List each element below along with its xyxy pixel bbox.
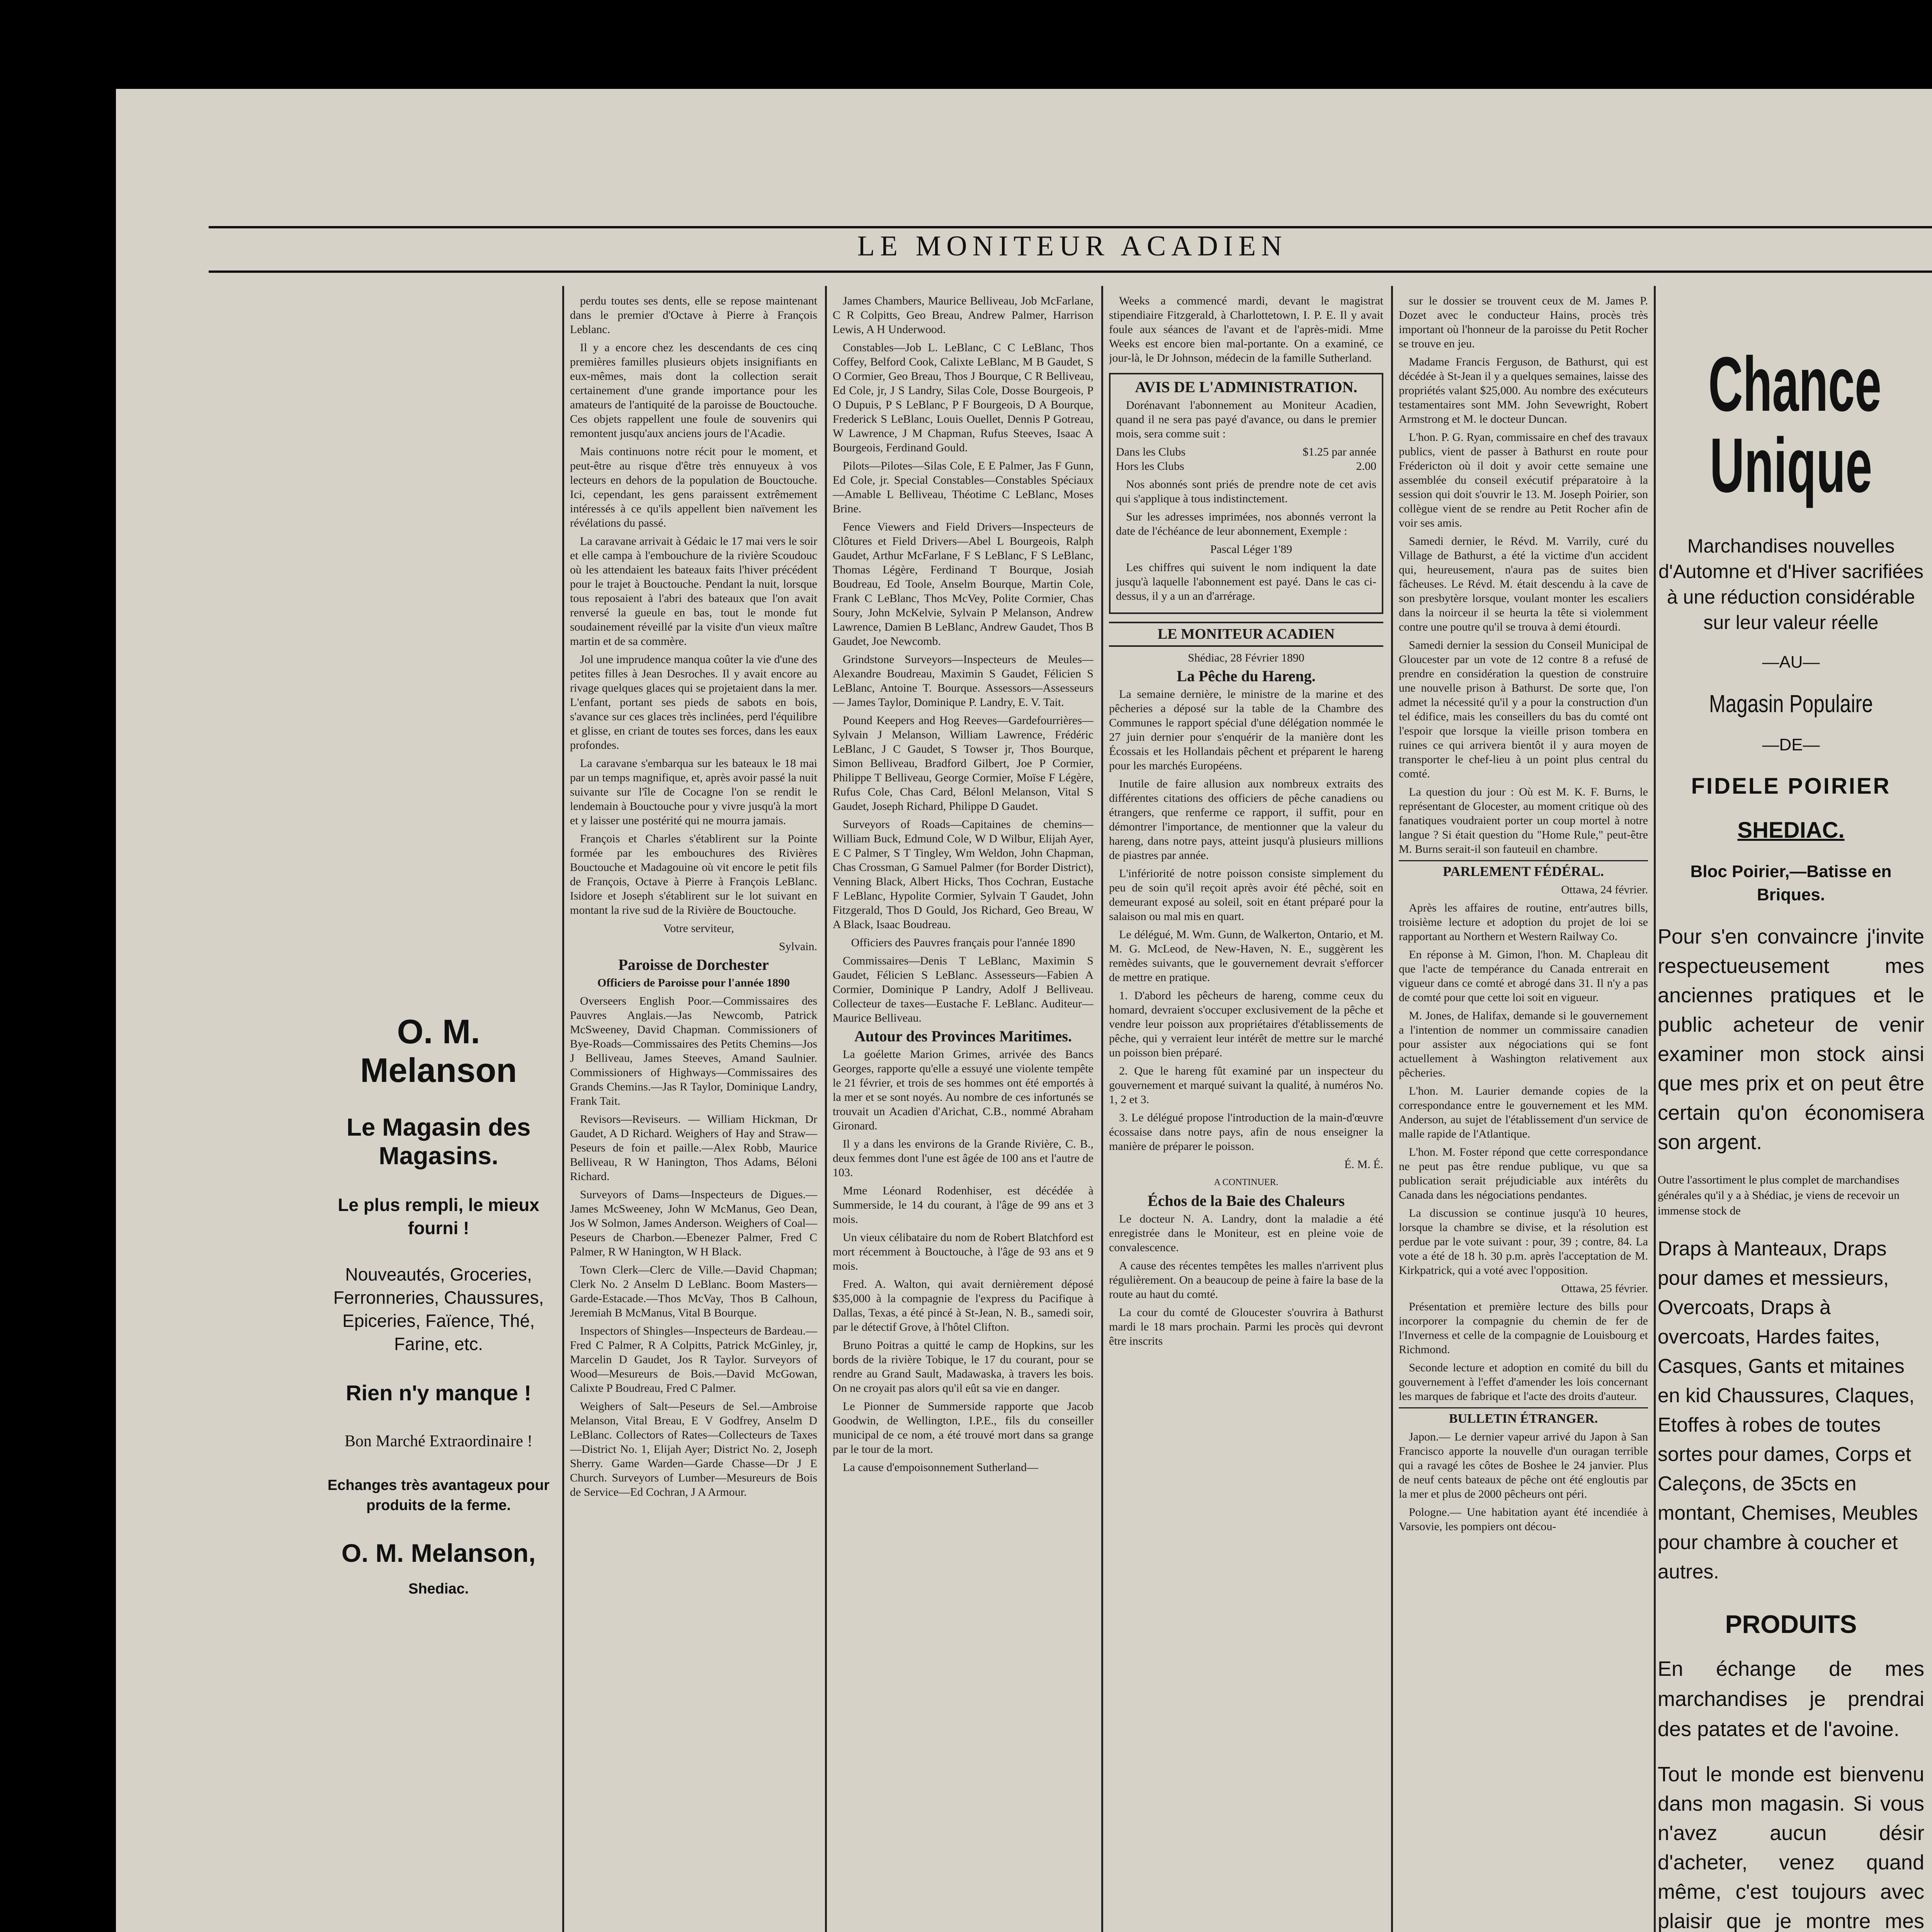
ad-goods: Nouveautés, Groceries, Ferronneries, Chaussures, Epiceries, Faïence, Thé, Farine, etc. [333,1264,544,1354]
paragraph: Pologne.— Une habitation ayant été incendiée à Varsovie, les pompiers ont décou- [1399,1506,1648,1533]
subscription-notice [1109,373,1383,614]
paragraph: 3. Le délégué propose l'introduction de la main-d'œuvre écossaise dans notre pays, afin de nous enseigner la manière de préparer le poisson. [1109,1111,1383,1153]
ad-name: O. M. Melanson [360,1012,517,1089]
continued: A CONTINUER. [1214,1177,1279,1187]
owner-name: FIDELE POIRIER [1691,774,1891,799]
column-3 [1109,294,1383,1932]
paragraph: Grindstone Surveyors—Inspecteurs de Meules—Alexandre Boudreau, Maximin S Gaudet, Félicien S LeBlanc, Antoine T. Bourque. Assessors—Assesseurs — James Taylor, Dominique P. Landry, E. V. Tait. [833,653,1094,709]
paragraph: Town Clerk—Clerc de Ville.—David Chapman; Clerk No. 2 Anselm D LeBlanc. Boom Masters—Garde-Estacade.—Thos McVay, Thos B Calhoun, Jeremiah B McManus, Vital B Bourque. [570,1264,817,1319]
goods-list: Draps à Manteaux, Draps pour dames et messieurs, Overcoats, Draps à overcoats, Hardes faites, Casques, Gants et mitaines en kid Chaussures, Claques, Etoffes à robes de toutes sortes pour dames, Corps et Caleçons, de 35cts en montant, Chemises, Meubles pour chambre à coucher et autres. [1658,1238,1918,1583]
ad-title: Unique [1709,422,1872,509]
paragraph: Surveyors of Dams—Inspecteurs de Digues.—James McSweeney, John W McManus, Geo Dean, Jos W Solmon, James Anderson. Weighers of Coal—Peseurs de Charbon.—Ebenezer Palmer, Fred C Palmer, R W Hanington, W H Black. [570,1188,817,1258]
heading: Paroisse de Dorchester [618,956,769,973]
paragraph: La question du jour : Où est M. K. F. Burns, le représentant de Glocester, au moment critique où des fanatiques voudraient porter un coup mortel à notre langue ? Si était question du "Home Rule," peut-être M. Burns serait-il son fauteuil en chambre. [1399,786,1648,855]
ad-body: Tout le monde est bienvenu dans mon magasin. Si vous n'avez aucun désir d'acheter, venez quand même, c'est toujours avec plaisir que je montre mes [1658,1763,1924,1932]
paragraph: Madame Francis Ferguson, de Bathurst, qui est décédée à St-Jean il y a quelques semaines, laisse des propriétés valant $25,000. Au nombre des exécuteurs testamentaires sont MM. John Sevewright, Robert Armstrong et M. le docteur Duncan. [1399,355,1648,425]
paragraph: 1. D'abord les pêcheurs de hareng, comme ceux du homard, devraient s'occuper exclusivement de la pêche et vendre leur poisson aux propriétaires d'établissements de pêche, qui y verraient leur intérêt de mettre sur le marché un poisson bien préparé. [1109,989,1383,1059]
paragraph: Présentation et première lecture des bills pour incorporer la compagnie du chemin de fer de l'Inverness et celle de la compagnie de Louisbourg et Richmond. [1399,1300,1648,1356]
paragraph: Constables—Job L. LeBlanc, C C LeBlanc, Thos Coffey, Belford Cook, Calixte LeBlanc, M B Gaudet, S O Cormier, Geo Breau, Thos J Bourque, C R Belliveau, Ed Cole, jr, J S Landry, Silas Cole, Dosse Bourgeois, P O Dupuis, P S LeBlanc, P F Bourgeois, D A Bourque, Frederick S LeBlanc, Louis Ouellet, Dennis P Gotreau, W Lawrence, J M Chapman, Rufus Steeves, Isaac A Bourgeois, Ferdinand Gould. [833,341,1094,454]
paragraph: Fred. A. Walton, qui avait dernièrement déposé $35,000 à la compagnie de l'express du Pacifique à Dallas, Texas, a été pincé à St-Jean, N. B., samedi soir, par le détectif Grove, à l'hôtel Clifton. [833,1278,1094,1333]
paragraph: perdu toutes ses dents, elle se repose maintenant dans le premier d'Octave à Pierre à François Leblanc. [570,294,817,336]
dateline: Ottawa, 24 février. [1561,883,1648,896]
ad-body: En échange de mes marchandises je prendrai des patates et de l'avoine. [1658,1657,1924,1741]
paragraph: Pound Keepers and Hog Reeves—Gardefourrières—Sylvain J Melanson, William Lawrence, Frédéric LeBlanc, J C Gaudet, S Towser jr, Thos Bourque, Simon Belliveau, Bradford Gilbert, Joe P Cormier, Philippe T Belliveau, George Cormier, Moïse F Légère, Rufus Cole, Chas Card, Bélonl Melanson, Vital S Gaudet, Joseph Richard, Philippe D Gaudet. [833,714,1094,813]
store-name: Magasin Populaire [1709,690,1873,718]
paragraph: Inspectors of Shingles—Inspecteurs de Bardeau.—Fred C Palmer, R A Colpitts, Patrick McGinley, jr, Marcelin D Gaudet, Jos R Taylor. Surveyors of Wood—Mesureurs de Bois.—David McGowan, Calixte P Boudreau, Fred C Palmer. [570,1325,817,1395]
ad-name: O. M. Melanson, [341,1539,536,1567]
column-rule [1101,286,1103,1932]
paragraph: Bruno Poitras a quitté le camp de Hopkins, sur les bords de la rivière Tobique, le 17 du courant, pour se rendre au Grand Sault, Madawaska, à travers les bois. On ne croyait pas alors qu'il eût sa vie en danger. [833,1339,1094,1395]
signoff: É. M. É. [1344,1158,1383,1171]
paragraph: Samedi dernier la session du Conseil Municipal de Gloucester par un vote de 12 contre 8 a refusé de prendre en considération la question de construire une nouvelle prison à Bathurst. De sorte que, l'on admet la nécessité qu'il y a pour la construction d'un tel édifice, mais les conseillers du bas du comté ont l'espoir que lorsque la vieille prison tombera en ruines ce qui arrivera bientôt il y aura moyen de transporter le chef-lieu à un point plus central du comté. [1399,639,1648,780]
paragraph: Les chiffres qui suivent le nom indiquent la date jusqu'à laquelle l'abonnement est payé. Dans le cas ci-dessus, il y a un an d'arrérage. [1116,561,1376,602]
paragraph: L'hon. M. Laurier demande copies de la correspondance entre le gouvernement et les MM. Anderson, au sujet de l'établissement d'un service de malle rapide de l'Atlantique. [1399,1085,1648,1140]
paragraph: Fence Viewers and Field Drivers—Inspecteurs de Clôtures et Field Drivers—Abel L Bourgeois, Ralph Gaudet, Arthur McFarlane, F S LeBlanc, F S LeBlanc, Thomas Légère, Ferdinand T Bourque, Josiah Boudreau, Ed Toole, Anselm Bourque, Martin Cole, Frank C LeBlanc, Thos McVey, Polite Cormier, Chas Soury, John McKelvie, Sylvain P Melanson, Andrew Lawrence, Damien B LeBlanc, Andrew Gaudet, Thos B Gaudet, Joe Newcomb. [833,520,1094,648]
paragraph: Jol une imprudence manqua coûter la vie d'une des petites filles à Jean Desroches. Il y avait encore au rivage quelques glaces qui se projetaient dans la mer. L'enfant, portant ses pieds de sabots en bois, s'avance sur ces glaces très inclinées, perd l'équilibre et glisse, en criant de toutes ses forces, dans les eaux profondes. [570,653,817,752]
paragraph: Le docteur N. A. Landry, dont la maladie a été enregistrée dans le Moniteur, est en pleine voie de convalescence. [1109,1213,1383,1254]
paper-name: LE MONITEUR ACADIEN [1109,622,1383,647]
paragraph: Après les affaires de routine, entr'autres bills, troisième lecture et adoption du projet de loi se rapportant au Northern et Western Railway Co. [1399,901,1648,943]
column-4 [1399,294,1648,1932]
paragraph: Overseers English Poor.—Commissaires des Pauvres Anglais.—Jas Newcomb, Patrick McSweeney, David Chapman. Commissioners of Bye-Roads—Commissaires des Petits Chemins—Jos J Belliveau, James Steeves, Amand Saulnier. Commissioners of Highways—Commissaires des Grands Chemins.—Jas R Taylor, Dominique Landry, Frank Tait. [570,995,817,1107]
dateline: Ottawa, 25 février. [1561,1282,1648,1295]
paragraph: James Chambers, Maurice Belliveau, Job McFarlane, C R Colpitts, Geo Breau, Andrew Palmer, Harrison Lewis, A H Underwood. [833,294,1094,336]
rate-row [1116,445,1376,459]
ad-title: Chance [1708,341,1882,427]
rate-label: Dans les Clubs [1116,446,1185,458]
paragraph: Weighers of Salt—Peseurs de Sel.—Ambroise Melanson, Vital Breau, E V Godfrey, Anselm D LeBlanc. Collectors of Rates—Collecteurs de Taxes—District No. 1, Elijah Ayer; District No. 2, Joseph Sherry. Game Warden—Garde Chasse—Dr J E Church. Surveyors of Lumber—Mesureurs de Bois de Service—Ed Cochran, J A Armour. [570,1400,817,1498]
paragraph: Revisors—Reviseurs. — William Hickman, Dr Gaudet, A D Richard. Weighers of Hay and Straw—Peseurs de foin et paille.—Alex Robb, Maurice Belliveau, R W Hanington, Thos Adams, Béloni Richard. [570,1113,817,1183]
ad-line: Bon Marché Extraordinaire ! [344,1432,533,1450]
closing: Votre serviteur, [663,922,734,935]
paragraph: Seconde lecture et adoption en comité du bill du gouvernement à l'effet d'amender les lois concernant les marques de fabrique et l'acte des droits d'auteur. [1399,1361,1648,1403]
rate-row [1116,459,1376,473]
heading: Échos de la Baie des Chaleurs [1147,1192,1345,1209]
paragraph: Un vieux célibataire du nom de Robert Blatchford est mort récemment à Bouctouche, à l'âge de 93 ans et 9 mois. [833,1231,1094,1272]
column-rule [1654,286,1656,1932]
paragraph: Mais continuons notre récit pour le moment, et peut-être au risque d'être très ennuyeux à vos lecteurs en dehors de la population de Bouctouche. Ici, cependant, les gens paraissent extrêmement intéressés à ce qu'ils appellent bien naïvement les révélations du passé. [570,445,817,529]
ad-connector: —AU— [1762,653,1820,672]
heading: Autour des Provinces Maritimes. [854,1027,1072,1045]
subheading: Officiers de Paroisse pour l'année 1890 [597,976,790,989]
ad-body: Pour s'en convaincre j'invite respectueusement mes anciennes pratiques et le public acheteur de venir examiner mon stock ainsi que mes prix et on peut être certain qu'on économisera son argent. [1658,925,1924,1154]
heading: BULLETIN ÉTRANGER. [1399,1407,1648,1426]
column-rule [825,286,827,1932]
paragraph: M. Jones, de Halifax, demande si le gouvernement a l'intention de nommer un commissaire canadien pour assister aux négociations qui se font actuellement à Washington relativement aux pêcheries. [1399,1009,1648,1079]
ad-line: Rien n'y manque ! [345,1381,532,1405]
produce-heading: PRODUITS [1725,1610,1857,1638]
paragraph: La cour du comté de Gloucester s'ouvrira à Bathurst mardi le 18 mars prochain. Parmi les procès qui devront être inscrits [1109,1306,1383,1347]
paragraph: François et Charles s'établirent sur la Pointe formée par les embouchures des Rivières Bouctouche et Madagouine où vit encore le petit fils de François, Octave à Pierre à François LeBlanc. Isidore et Joseph s'établirent sur le lot suivant en montant la rive sud de la Rivière de Bouctouche. [570,832,817,917]
paragraph: Samedi dernier, le Révd. M. Varrily, curé du Village de Bathurst, a été la victime d'un accident qui, heureusement, n'aura pas de suites bien fâcheuses. Le Révd. M. était descendu à la cave de son presbytère lorsque, voulant monter les escaliers dans la noirceur il se heurta la tête si violemment contre une poutre qu'il se trouva à demi étourdi. [1399,535,1648,633]
example: Pascal Léger 1'89 [1210,543,1292,556]
column-rule [1391,286,1393,1932]
ad-line: Le plus rempli, le mieux fourni ! [338,1195,539,1238]
masthead-rule-bottom [209,270,1932,273]
rate-value: $1.25 par année [1303,446,1376,458]
ad-city: SHEDIAC. [1737,818,1845,843]
paragraph: A cause des récentes tempêtes les malles n'arrivent plus régulièrement. On a beaucoup de peine à faire la base de la route au haut du comté. [1109,1259,1383,1301]
paragraph: Il y a encore chez les descendants de ces cinq premières familles plusieurs objets insignifiants en eux-mêmes, mais dont la collection serait certainement d'une grande importance pour les amateurs de l'antiquité de la paroisse de Bouctouche. Ces objets rappellent une foule de souvenirs qui remontent jusqu'aux anciens jours de l'Acadie. [570,341,817,440]
paragraph: Mme Léonard Rodenhiser, est décédée à Summerside, le 14 du courant, à l'âge de 99 ans et 3 mois. [833,1184,1094,1226]
column-rule [562,286,564,1932]
paragraph: Nos abonnés sont priés de prendre note de cet avis qui s'applique à tous indistinctement. [1116,478,1376,505]
ad-intro: Marchandises nouvelles d'Automne et d'Hiver sacrifiées à une réduction considérable sur leur valeur réelle [1658,535,1924,633]
masthead: LE MONITEUR ACADIEN [857,230,1287,262]
paragraph: L'infériorité de notre poisson consiste simplement du peu de soin qu'il reçoit après avoir été pêché, soit en demeurant exposé au soleil, soit en étant préparé pour la salaison ou mal mis en quart. [1109,867,1383,923]
heading: PARLEMENT FÉDÉRAL. [1399,860,1648,879]
masthead-rule-top [209,226,1932,228]
rate-label: Hors les Clubs [1116,460,1184,473]
paragraph: Sur les adresses imprimées, nos abonnés verront la date de l'échéance de leur abonnement, Exemple : [1116,510,1376,537]
ad-location: Bloc Poirier,—Batisse en Briques. [1690,862,1892,904]
paragraph: Il y a dans les environs de la Grande Rivière, C. B., deux femmes dont l'une est âgée de 100 ans et l'autre de 103. [833,1138,1094,1179]
paragraph: Inutile de faire allusion aux nombreux extraits des différentes citations des officiers de pêche canadiens ou étrangers, que renferme ce rapport, il suffit, pour en démontrer l'importance, de mentionner que la valeur du hareng, dans notre pays, atteint jusqu'à plusieurs millions de piastres par année. [1109,777,1383,862]
ad-headline: Le Magasin des Magasins. [346,1113,531,1170]
paragraph: 2. Que le hareng fût examiné par un inspecteur du gouvernement et marqué suivant la qualité, à numéros No. 1, 2 et 3. [1109,1065,1383,1106]
paragraph: Commissaires—Denis T LeBlanc, Maximin S Gaudet, Félicien S LeBlanc. Assesseurs—Fabien A Cormier, Dominique P Landry, Adolf J Belliveau. Collecteur de taxes—Eustache F. LeBlanc. Auditeur—Maurice Belliveau. [833,954,1094,1024]
paragraph: L'hon. P. G. Ryan, commissaire en chef des travaux publics, vient de passer à Bathurst en route pour Frédericton où il doit y avoir cette semaine une assemblée du conseil exécutif préparatoire à la session qui doit s'ouvrir le 13. M. Joseph Poirier, son collègue vient de se rendre au Petit Rocher afin de voir ses amis. [1399,431,1648,529]
signature: Sylvain. [779,940,817,953]
paragraph: La semaine dernière, le ministre de la marine et des pêcheries a déposé sur la table de la Chambre des Communes le rapport spécial d'une délégation nommée le 27 juin dernier pour s'enquérir de la manière dont les Écossais et les Hollandais pêchent et préparent le hareng pour les marchés Européens. [1109,688,1383,772]
paragraph: Pilots—Pilotes—Silas Cole, E E Palmer, Jas F Gunn, Ed Cole, jr. Special Constables—Constables Spéciaux—Amable L Belliveau, Théotime C LeBlanc, Moses Brine. [833,459,1094,515]
paragraph: En réponse à M. Gimon, l'hon. M. Chapleau dit que l'acte de tempérance du Canada entrerait en vigueur dans ce comté et abrogé dans 31. Il n'y a pas de comté pour que cette loi soit en vigueur. [1399,948,1648,1004]
paragraph: Le délégué, M. Wm. Gunn, de Walkerton, Ontario, et M. M. G. McLeod, de New-Haven, N. E., suggèrent les remèdes suivants, que le gouvernement devrait s'efforcer de mettre en pratique. [1109,928,1383,984]
paragraph: La cause d'empoisonnement Sutherland— [843,1461,1039,1474]
poirier-advertisement [1658,321,1924,1932]
column-1 [570,294,817,1932]
paragraph: La caravane s'embarqua sur les bateaux le 18 mai par un temps magnifique, et, après avoir passé la nuit suivante sur l'île de Cocagne l'on se rendit le lendemain à Bouctouche pour y vivre jusqu'à la mort et y laisser une postérité qui ne mourra jamais. [570,757,817,827]
paragraph: La caravane arrivait à Gédaic le 17 mai vers le soir et elle campa à l'embouchure de la rivière Scoudouc où les attendaient les bateaux faits l'hiver précédent pour le trajet à Bouctouche. Pendant la nuit, lorsque tous reposaient à l'abri des bateaux que l'on avait renversé la gueule en bas, tout le monde fut soudainement réveillé par la visite d'un vieux maître martin et de sa commère. [570,535,817,648]
paragraph: Surveyors of Roads—Capitaines de chemins—William Buck, Edmund Cole, W D Wilbur, Elijah Ayer, E C Palmer, S T Tingley, Wm Weldon, John Chapman, Chas Crossman, G Samuel Palmer (for Border District), Venning Black, Albert Hicks, Thos Cochran, Eustache F LeBlanc, Hypolite Cormier, Sylvain T Gaudet, John Fitzgerald, Thos D Gould, Jos Richard, Geo Breau, W A Black, Isaac Boudreau. [833,818,1094,931]
heading: La Pêche du Hareng. [1177,667,1316,685]
rate-value: 2.00 [1356,460,1376,473]
dateline: Shédiac, 28 Février 1890 [1188,651,1304,664]
ad-connector: —DE— [1762,735,1820,754]
melanson-advertisement [325,1012,553,1622]
paragraph: L'hon. M. Foster répond que cette correspondance ne peut pas être rendue publique, vu que sa publication serait préjudiciable aux intérêts du Canada dans les négociations pendantes. [1399,1146,1648,1201]
ad-city: Shediac. [408,1581,469,1597]
notice-title: AVIS DE L'ADMINISTRATION. [1135,378,1357,396]
paragraph: Dorénavant l'abonnement au Moniteur Acadien, quand il ne sera pas payé d'avance, ou dans le premier mois, sera comme suit : [1116,399,1376,440]
paragraph: Japon.— Le dernier vapeur arrivé du Japon à San Francisco apporte la nouvelle d'un ouragan terrible qui a ravagé les côtes de Boshee le 24 janvier. Plus de neuf cents bateaux de pêche ont été engloutis par la mer et plus de 2000 pêcheurs ont péri. [1399,1430,1648,1500]
paragraph: La goélette Marion Grimes, arrivée des Bancs Georges, rapporte qu'elle a essuyé une violente tempête le 21 février, et trois de ses hommes ont été emportés à la mer et se sont noyés. Au nombre de ces infortunés se trouvait un Acadien d'Arichat, C.B., nommé Abraham Gironard. [833,1048,1094,1132]
paragraph: La discussion se continue jusqu'à 10 heures, lorsque la chambre se divise, et la résolution est perdue par le vote suivant : pour, 39 ; contre, 84. La vote a été de 18 h. 30 p.m. après l'acceptation de M. Kirkpatrick, qui a voté avec l'opposition. [1399,1207,1648,1277]
ad-line: Echanges très avantageux pour produits de la ferme. [327,1477,550,1514]
subheading: Officiers des Pauvres français pour l'année 1890 [851,936,1075,949]
paragraph: Le Pionner de Summerside rapporte que Jacob Goodwin, de Wellington, I.P.E., fils du conseiller municipal de ce nom, a été trouvé mort dans sa grange par le tour de la mort. [833,1400,1094,1456]
column-2 [833,294,1094,1932]
paragraph: Weeks a commencé mardi, devant le magistrat stipendiaire Fitzgerald, à Charlottetown, I. P. E. Il y avait foule aux séances de l'avant et de l'après-midi. Mme Weeks est encore bien mal-portante. On a examiné, ce jour-là, le Dr Johnson, médecin de la famille Sutherland. [1109,294,1383,364]
ad-body: Outre l'assortiment le plus complet de marchandises générales qu'il y a à Shédiac, je viens de recevoir un immense stock de [1658,1173,1900,1217]
paragraph: sur le dossier se trouvent ceux de M. James P. Dozet avec le conducteur Hains, procès très important où l'honneur de la paroisse du Petit Rocher se trouve en jeu. [1399,294,1648,350]
